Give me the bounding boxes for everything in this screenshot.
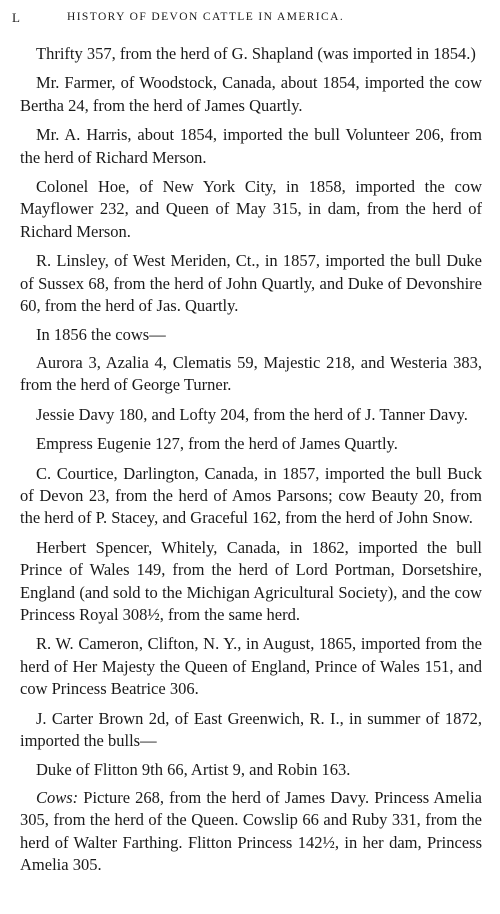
paragraph: R. W. Cameron, Clifton, N. Y., in August, 1865, imported from the herd of Her Majesty the Queen of England, Prince of Wales 151, and cow Princess Beatrice 306.: [20, 634, 482, 699]
paragraph: Aurora 3, Azalia 4, Clematis 59, Majestic 218, and Westeria 383, from the herd of George Turner.: [20, 352, 482, 395]
paragraph: Jessie Davy 180, and Lofty 204, from the herd of J. Tanner Davy.: [36, 404, 468, 424]
paragraph: R. Linsley, of West Meriden, Ct., in 1857, imported the bull Duke of Sussex 68, from the herd of John Quartly, and Duke of Devonshire 60, from the herd of Jas. Quartly.: [20, 251, 482, 316]
body-text: [20, 43, 482, 883]
paragraph: Herbert Spencer, Whitely, Canada, in 1862, imported the bull Prince of Wales 149, from the herd of Lord Portman, Dorsetshire, England (and sold to the Michigan Agricultural Society), and the cow Princess Royal 308½, from the same herd.: [20, 537, 482, 624]
running-title: HISTORY OF DEVON CATTLE IN AMERICA.: [67, 11, 345, 23]
page-number: L: [12, 10, 22, 25]
paragraph: Thrifty 357, from the herd of G. Shapland (was imported in 1854.): [36, 44, 476, 63]
paragraph: C. Courtice, Darlington, Canada, in 1857, imported the bull Buck of Devon 23, from the herd of Amos Parsons; cow Beauty 20, from the herd of P. Stacey, and Graceful 162, from the herd of John Snow.: [20, 463, 482, 528]
paragraph: Duke of Flitton 9th 66, Artist 9, and Robin 163.: [36, 760, 351, 780]
page-header: [12, 10, 492, 30]
cows-paragraph: [20, 787, 482, 877]
cows-label: Cows:: [36, 787, 79, 807]
paragraph: Colonel Hoe, of New York City, in 1858, imported the cow Mayflower 232, and Queen of May 315, in dam, from the herd of Richard Merson.: [20, 177, 482, 241]
paragraph: J. Carter Brown 2d, of East Greenwich, R. I., in summer of 1872, imported the bulls—: [20, 708, 482, 750]
paragraph: Mr. A. Harris, about 1854, imported the bull Volunteer 206, from the herd of Richard Merson.: [20, 125, 482, 167]
paragraph: Mr. Farmer, of Woodstock, Canada, about 1854, imported the cow Bertha 24, from the herd of James Quartly.: [20, 73, 482, 115]
cows-text: Picture 268, from the herd of James Davy. Princess Amelia 305, from the herd of the Queen. Cowslip 66 and Ruby 331, from the herd of Walter Farthing. Flitton Princess 142½, in her dam, Princess Amelia 305.: [20, 787, 482, 874]
paragraph: In 1856 the cows—: [36, 325, 166, 345]
paragraph: Empress Eugenie 127, from the herd of James Quartly.: [36, 434, 398, 454]
